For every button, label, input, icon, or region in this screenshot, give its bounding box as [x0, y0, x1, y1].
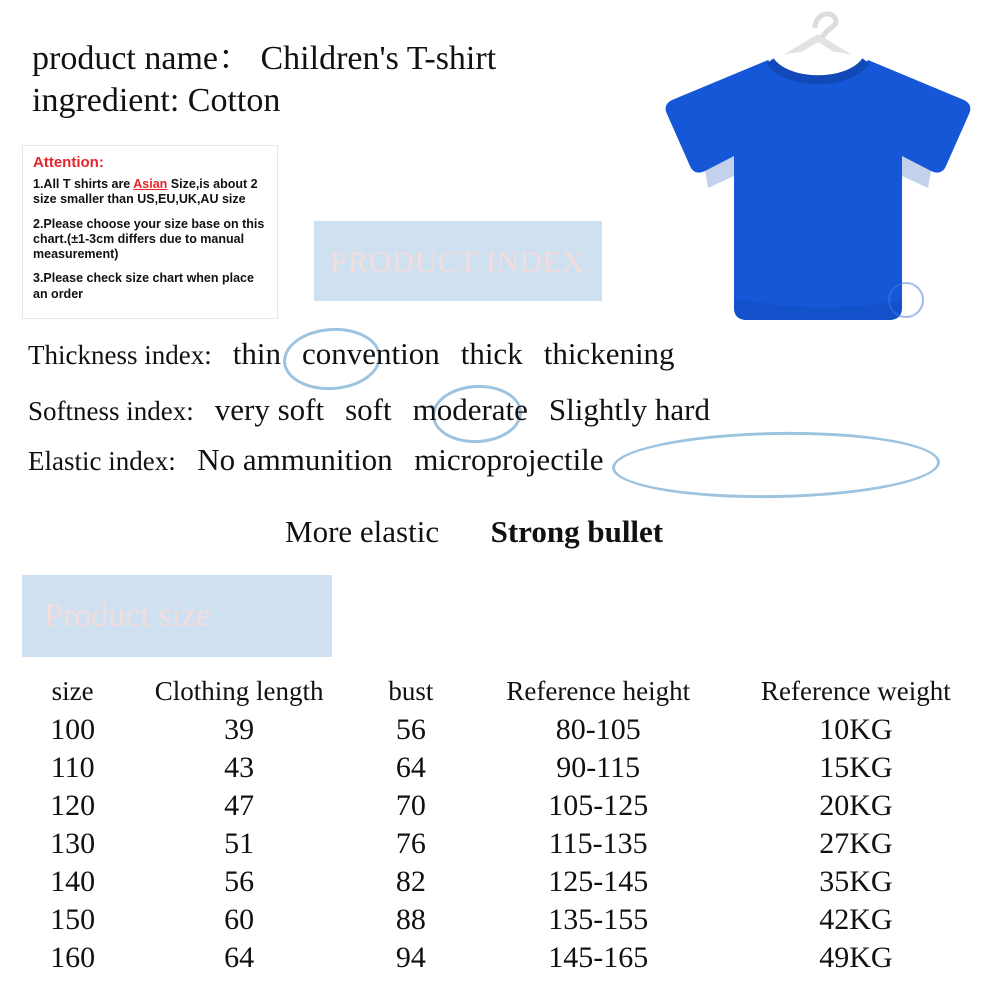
table-header-bust: bust: [388, 676, 434, 706]
thickness-option-thickening[interactable]: thickening: [543, 336, 675, 371]
table-header-clothing-length: Clothing length: [154, 676, 324, 706]
table-header-row: [18, 676, 986, 711]
table-cell: 100: [50, 713, 96, 746]
table-cell: 43: [224, 751, 255, 784]
table-cell: 60: [224, 903, 255, 936]
table-row: [18, 939, 986, 977]
table-cell: 39: [224, 713, 255, 746]
table-cell: 150: [50, 903, 96, 936]
table-cell: 64: [224, 941, 255, 974]
table-cell: 47: [224, 789, 255, 822]
table-cell: 88: [395, 903, 426, 936]
table-cell: 135-155: [548, 903, 649, 936]
table-cell: 42KG: [819, 903, 893, 936]
thickness-option-convention[interactable]: convention: [301, 336, 440, 371]
table-header-reference-weight: Reference weight: [761, 676, 951, 706]
table-cell: 10KG: [819, 713, 893, 746]
table-cell: 15KG: [819, 751, 893, 784]
attention-highlight: Asian: [133, 177, 168, 191]
softness-index-row: [28, 392, 710, 428]
table-cell: 90-115: [556, 751, 641, 784]
table-cell: 115-135: [548, 827, 648, 860]
product-name-value: Children's T-shirt: [260, 40, 497, 77]
table-row: [18, 787, 986, 825]
table-row: [18, 863, 986, 901]
attention-item-1-text: 1.All T shirts are: [33, 177, 134, 191]
table-cell: 140: [50, 865, 96, 898]
product-size-banner-label: Product size: [44, 597, 212, 634]
thickness-option-thick[interactable]: thick: [460, 336, 523, 371]
table-row: [18, 749, 986, 787]
table-header-size: size: [51, 676, 94, 706]
elastic-index-row: [28, 442, 604, 478]
table-cell: 160: [50, 941, 96, 974]
table-cell: 130: [50, 827, 96, 860]
table-row: [18, 901, 986, 939]
ingredient-label: ingredient:: [32, 82, 180, 119]
elastic-option-no-ammunition[interactable]: No ammunition: [197, 442, 393, 477]
size-chart-table: [18, 676, 986, 977]
table-cell: 70: [395, 789, 426, 822]
attention-item-1: 1.All T shirts are Asian Size,is about 2 size smaller than US,EU,UK,AU size: [33, 177, 258, 207]
table-cell: 125-145: [548, 865, 649, 898]
table-row: [18, 825, 986, 863]
table-cell: 27KG: [819, 827, 893, 860]
table-cell: 64: [395, 751, 426, 784]
table-cell: 105-125: [548, 789, 649, 822]
attention-item-2: 2.Please choose your size base on this chart.(±1-3cm differs due to manual measurement): [33, 216, 265, 261]
thickness-option-thin[interactable]: thin: [232, 336, 281, 371]
tshirt-illustration: [640, 8, 995, 348]
product-name-label: product name：: [32, 40, 252, 77]
elastic-index-row-2: [285, 514, 663, 550]
table-cell: 76: [395, 827, 426, 860]
thickness-index-row: [28, 336, 675, 372]
table-cell: 51: [224, 827, 255, 860]
ingredient-line: [32, 82, 280, 120]
softness-index-label: Softness index:: [28, 396, 194, 426]
table-row: [18, 711, 986, 749]
product-index-banner-label: PRODUCT INDEX: [330, 244, 585, 279]
table-cell: 120: [50, 789, 96, 822]
product-name-line: [32, 30, 496, 79]
highlight-oval-microprojectile: [611, 429, 940, 501]
softness-option-moderate[interactable]: moderate: [412, 392, 528, 427]
table-cell: 56: [395, 713, 426, 746]
table-cell: 56: [224, 865, 255, 898]
table-cell: 20KG: [819, 789, 893, 822]
elastic-option-microprojectile[interactable]: microprojectile: [414, 442, 604, 477]
softness-option-slightly-hard[interactable]: Slightly hard: [548, 392, 710, 427]
table-cell: 145-165: [548, 941, 649, 974]
table-cell: 82: [395, 865, 426, 898]
elastic-option-strong-bullet[interactable]: Strong bullet: [490, 514, 664, 549]
table-cell: 80-105: [555, 713, 641, 746]
attention-title: Attention:: [33, 154, 104, 171]
ingredient-value: Cotton: [187, 82, 281, 119]
table-cell: 110: [50, 751, 95, 784]
table-cell: 49KG: [819, 941, 893, 974]
attention-item-3: 3.Please check size chart when place an order: [33, 271, 254, 301]
softness-option-very-soft[interactable]: very soft: [214, 392, 325, 427]
elastic-index-label: Elastic index:: [28, 446, 176, 476]
thickness-index-label: Thickness index:: [28, 340, 212, 370]
product-image: [640, 8, 995, 348]
table-cell: 94: [395, 941, 426, 974]
table-cell: 35KG: [819, 865, 893, 898]
softness-option-soft[interactable]: soft: [345, 392, 392, 427]
attention-box: [22, 145, 278, 319]
elastic-option-more-elastic[interactable]: More elastic: [285, 514, 440, 549]
table-header-reference-height: Reference height: [506, 676, 691, 706]
